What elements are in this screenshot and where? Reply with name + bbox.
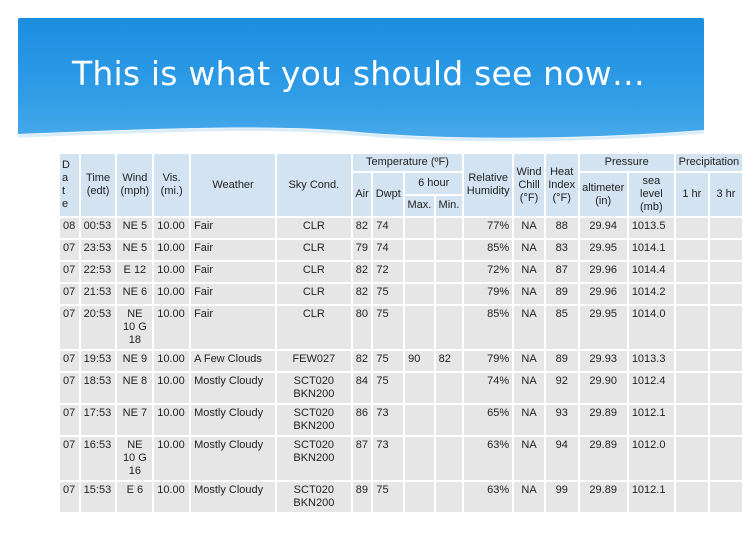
cell-weather: Fair xyxy=(191,284,275,304)
cell-time: 20:53 xyxy=(81,306,116,349)
cell-chill: NA xyxy=(514,262,544,282)
cell-max xyxy=(405,240,434,260)
cell-sky xyxy=(277,373,351,403)
cell-p3 xyxy=(710,218,742,238)
cell-max xyxy=(405,482,434,512)
cell-sky-line: CLR xyxy=(302,220,325,232)
cell-heat: 92 xyxy=(546,373,578,403)
cell-max xyxy=(405,284,434,304)
cell-p3 xyxy=(710,284,742,304)
wind-chill-header-line: Chill xyxy=(518,178,540,191)
cell-wind-line: E 6 xyxy=(126,484,144,496)
cell-sky xyxy=(277,218,351,238)
cell-wind-line: NE 5 xyxy=(122,220,148,232)
wind-chill-header-line: Wind xyxy=(516,165,542,178)
cell-weather: Fair xyxy=(191,240,275,260)
cell-wind xyxy=(117,437,152,480)
table-row xyxy=(60,240,742,260)
cell-alt: 29.93 xyxy=(580,351,627,371)
col-dewpoint: Dwpt xyxy=(373,173,403,216)
col-altimeter xyxy=(580,173,627,216)
cell-dwpt: 75 xyxy=(373,373,403,403)
cell-chill: NA xyxy=(514,218,544,238)
date-letter: t xyxy=(62,185,66,197)
cell-alt: 29.90 xyxy=(580,373,627,403)
col-group-six-hour: 6 hour xyxy=(405,173,462,194)
cell-sea: 1013.3 xyxy=(629,351,674,371)
cell-wind-line: NE xyxy=(127,308,143,320)
col-wind xyxy=(117,154,152,216)
cell-time: 22:53 xyxy=(81,262,116,282)
table-row xyxy=(60,351,742,371)
cell-heat: 85 xyxy=(546,306,578,349)
cell-p3 xyxy=(710,373,742,403)
cell-chill: NA xyxy=(514,306,544,349)
cell-vis: 10.00 xyxy=(154,373,189,403)
cell-sky xyxy=(277,405,351,435)
wind-chill-header-line: (°F) xyxy=(519,191,539,204)
cell-wind xyxy=(117,373,152,403)
sea-level-header-line: level xyxy=(640,188,663,200)
cell-chill: NA xyxy=(514,240,544,260)
vis-header-line: (mi.) xyxy=(160,185,183,197)
cell-sea: 1014.2 xyxy=(629,284,674,304)
cell-wind xyxy=(117,306,152,349)
cell-alt: 29.89 xyxy=(580,437,627,480)
table-row xyxy=(60,218,742,238)
cell-p3 xyxy=(710,405,742,435)
weather-observation-table xyxy=(58,152,740,522)
cell-p1 xyxy=(676,306,708,349)
cell-min xyxy=(436,373,463,403)
cell-max xyxy=(405,218,434,238)
cell-min xyxy=(436,405,463,435)
cell-sea: 1014.1 xyxy=(629,240,674,260)
cell-sky xyxy=(277,284,351,304)
cell-sea: 1014.0 xyxy=(629,306,674,349)
cell-sea: 1012.4 xyxy=(629,373,674,403)
table-row xyxy=(60,482,742,512)
cell-min xyxy=(436,306,463,349)
cell-weather: Fair xyxy=(191,262,275,282)
cell-alt: 29.96 xyxy=(580,262,627,282)
cell-p3 xyxy=(710,351,742,371)
cell-sky-line: CLR xyxy=(302,308,325,320)
cell-time: 16:53 xyxy=(81,437,116,480)
col-time xyxy=(81,154,116,216)
cell-time: 21:53 xyxy=(81,284,116,304)
col-group-temperature: Temperature (ºF) xyxy=(353,154,463,171)
heat-index-header-line: (°F) xyxy=(552,191,571,204)
cell-heat: 89 xyxy=(546,284,578,304)
col-six-hour-max: Max. xyxy=(405,196,434,217)
col-wind-chill xyxy=(514,154,544,216)
cell-dwpt: 74 xyxy=(373,240,403,260)
col-relative-humidity xyxy=(464,154,512,216)
col-sky-condition: Sky Cond. xyxy=(277,154,351,216)
cell-chill: NA xyxy=(514,351,544,371)
cell-date: 07 xyxy=(60,405,79,435)
wind-header-line: Wind xyxy=(122,172,148,184)
cell-chill: NA xyxy=(514,373,544,403)
humidity-header-line: Humidity xyxy=(466,185,510,197)
cell-sea: 1012.1 xyxy=(629,405,674,435)
cell-air: 89 xyxy=(353,482,372,512)
cell-sea: 1014.4 xyxy=(629,262,674,282)
date-letter: D xyxy=(62,159,70,171)
heat-index-header-line: Heat xyxy=(550,165,574,178)
cell-sky xyxy=(277,306,351,349)
cell-wind xyxy=(117,351,152,371)
cell-sea: 1013.5 xyxy=(629,218,674,238)
cell-sky xyxy=(277,351,351,371)
cell-air: 80 xyxy=(353,306,372,349)
cell-wind-line: 10 G xyxy=(122,321,147,333)
wind-header-line: (mph) xyxy=(120,185,150,197)
observation-rows xyxy=(60,218,742,512)
cell-hum: 72% xyxy=(464,262,512,282)
cell-p1 xyxy=(676,482,708,512)
cell-dwpt: 75 xyxy=(373,284,403,304)
cell-weather: Mostly Cloudy xyxy=(191,437,275,480)
cell-heat: 88 xyxy=(546,218,578,238)
cell-p3 xyxy=(710,437,742,480)
cell-vis: 10.00 xyxy=(154,351,189,371)
cell-dwpt: 72 xyxy=(373,262,403,282)
cell-date: 07 xyxy=(60,306,79,349)
cell-sky xyxy=(277,437,351,480)
cell-sky-line: BKN200 xyxy=(293,452,335,464)
cell-p1 xyxy=(676,437,708,480)
cell-heat: 89 xyxy=(546,351,578,371)
cell-sky xyxy=(277,482,351,512)
cell-sky-line: SCT020 xyxy=(293,439,335,451)
cell-wind-line: NE 6 xyxy=(122,286,148,298)
cell-dwpt: 75 xyxy=(373,482,403,512)
cell-wind-line: NE 8 xyxy=(122,375,148,387)
cell-hum: 74% xyxy=(464,373,512,403)
cell-vis: 10.00 xyxy=(154,405,189,435)
cell-sky-line: CLR xyxy=(302,242,325,254)
cell-wind xyxy=(117,482,152,512)
cell-min xyxy=(436,218,463,238)
cell-time: 19:53 xyxy=(81,351,116,371)
cell-date: 07 xyxy=(60,351,79,371)
cell-p3 xyxy=(710,240,742,260)
cell-vis: 10.00 xyxy=(154,240,189,260)
cell-sky-line: SCT020 xyxy=(293,407,335,419)
cell-wind xyxy=(117,405,152,435)
cell-max: 90 xyxy=(405,351,434,371)
cell-air: 82 xyxy=(353,262,372,282)
table-row xyxy=(60,262,742,282)
cell-vis: 10.00 xyxy=(154,218,189,238)
slide-title: This is what you should see now… xyxy=(72,54,646,93)
cell-vis: 10.00 xyxy=(154,306,189,349)
cell-air: 87 xyxy=(353,437,372,480)
cell-chill: NA xyxy=(514,405,544,435)
cell-time: 17:53 xyxy=(81,405,116,435)
col-weather: Weather xyxy=(191,154,275,216)
table-row xyxy=(60,405,742,435)
cell-sea: 1012.0 xyxy=(629,437,674,480)
cell-weather: Mostly Cloudy xyxy=(191,373,275,403)
cell-p1 xyxy=(676,240,708,260)
cell-sky-line: BKN200 xyxy=(293,388,335,400)
sea-level-header-line: sea xyxy=(642,175,661,187)
cell-weather: A Few Clouds xyxy=(191,351,275,371)
cell-wind-line: NE xyxy=(127,439,143,451)
cell-sky-line: SCT020 xyxy=(293,484,335,496)
cell-wind-line: NE 9 xyxy=(122,353,148,365)
cell-alt: 29.89 xyxy=(580,405,627,435)
cell-p1 xyxy=(676,351,708,371)
cell-heat: 87 xyxy=(546,262,578,282)
time-header-line: (edt) xyxy=(86,185,110,197)
col-six-hour-min: Min. xyxy=(436,196,463,217)
sea-level-header-line: (mb) xyxy=(640,201,663,213)
table-row xyxy=(60,373,742,403)
cell-air: 82 xyxy=(353,218,372,238)
col-precip-1hr: 1 hr xyxy=(676,173,708,216)
cell-alt: 29.94 xyxy=(580,218,627,238)
cell-alt: 29.95 xyxy=(580,306,627,349)
cell-weather: Fair xyxy=(191,218,275,238)
col-date xyxy=(60,154,79,216)
cell-sky-line: CLR xyxy=(302,264,325,276)
cell-vis: 10.00 xyxy=(154,482,189,512)
cell-air: 79 xyxy=(353,240,372,260)
cell-p3 xyxy=(710,306,742,349)
cell-chill: NA xyxy=(514,437,544,480)
cell-date: 08 xyxy=(60,218,79,238)
cell-p1 xyxy=(676,218,708,238)
cell-p3 xyxy=(710,482,742,512)
cell-max xyxy=(405,405,434,435)
cell-air: 82 xyxy=(353,351,372,371)
cell-time: 15:53 xyxy=(81,482,116,512)
cell-heat: 93 xyxy=(546,405,578,435)
time-header-line: Time xyxy=(86,172,111,184)
cell-wind-line: 10 G xyxy=(122,452,147,464)
cell-time: 23:53 xyxy=(81,240,116,260)
table-row xyxy=(60,306,742,349)
col-heat-index xyxy=(546,154,578,216)
col-visibility xyxy=(154,154,189,216)
cell-chill: NA xyxy=(514,482,544,512)
cell-wind xyxy=(117,284,152,304)
observation-table xyxy=(58,152,744,514)
cell-dwpt: 73 xyxy=(373,405,403,435)
cell-hum: 65% xyxy=(464,405,512,435)
cell-date: 07 xyxy=(60,240,79,260)
cell-date: 07 xyxy=(60,284,79,304)
col-air-temp: Air xyxy=(353,173,372,216)
cell-min xyxy=(436,482,463,512)
cell-wind xyxy=(117,240,152,260)
cell-dwpt: 75 xyxy=(373,351,403,371)
cell-date: 07 xyxy=(60,373,79,403)
humidity-header-line: Relative xyxy=(468,172,509,184)
col-sea-level-pressure xyxy=(629,173,674,216)
cell-sky-line: BKN200 xyxy=(293,420,335,432)
cell-alt: 29.95 xyxy=(580,240,627,260)
cell-heat: 83 xyxy=(546,240,578,260)
cell-heat: 94 xyxy=(546,437,578,480)
cell-p1 xyxy=(676,373,708,403)
col-group-precipitation: Precipitation xyxy=(676,154,742,171)
cell-sky-line: CLR xyxy=(302,286,325,298)
cell-date: 07 xyxy=(60,262,79,282)
cell-vis: 10.00 xyxy=(154,284,189,304)
cell-date: 07 xyxy=(60,437,79,480)
cell-wind xyxy=(117,262,152,282)
cell-air: 82 xyxy=(353,284,372,304)
cell-sky-line: FEW027 xyxy=(292,353,336,365)
cell-date: 07 xyxy=(60,482,79,512)
cell-heat: 99 xyxy=(546,482,578,512)
cell-dwpt: 73 xyxy=(373,437,403,480)
cell-min xyxy=(436,240,463,260)
cell-min xyxy=(436,262,463,282)
cell-dwpt: 75 xyxy=(373,306,403,349)
col-group-pressure: Pressure xyxy=(580,154,674,171)
cell-sea: 1012.1 xyxy=(629,482,674,512)
date-letter: e xyxy=(62,198,69,210)
cell-hum: 79% xyxy=(464,284,512,304)
cell-hum: 63% xyxy=(464,437,512,480)
altimeter-header-line: altimeter xyxy=(582,181,625,194)
cell-wind xyxy=(117,218,152,238)
cell-time: 00:53 xyxy=(81,218,116,238)
cell-sky-line: SCT020 xyxy=(293,375,335,387)
cell-air: 84 xyxy=(353,373,372,403)
cell-chill: NA xyxy=(514,284,544,304)
cell-hum: 85% xyxy=(464,240,512,260)
cell-dwpt: 74 xyxy=(373,218,403,238)
cell-wind-line: 16 xyxy=(128,465,141,477)
cell-min: 82 xyxy=(436,351,463,371)
table-row xyxy=(60,437,742,480)
cell-vis: 10.00 xyxy=(154,437,189,480)
cell-weather: Mostly Cloudy xyxy=(191,482,275,512)
col-precip-3hr: 3 hr xyxy=(710,173,742,216)
cell-alt: 29.89 xyxy=(580,482,627,512)
cell-weather: Mostly Cloudy xyxy=(191,405,275,435)
cell-wind-line: 18 xyxy=(128,334,141,346)
cell-min xyxy=(436,437,463,480)
heat-index-header-line: Index xyxy=(548,178,576,191)
cell-sky xyxy=(277,240,351,260)
vis-header-line: Vis. xyxy=(162,172,181,184)
cell-time: 18:53 xyxy=(81,373,116,403)
cell-wind-line: E 12 xyxy=(123,264,147,276)
cell-max xyxy=(405,437,434,480)
cell-wind-line: NE 7 xyxy=(122,407,148,419)
cell-sky xyxy=(277,262,351,282)
cell-vis: 10.00 xyxy=(154,262,189,282)
cell-max xyxy=(405,306,434,349)
cell-sky-line: BKN200 xyxy=(293,497,335,509)
cell-p3 xyxy=(710,262,742,282)
table-row xyxy=(60,284,742,304)
cell-max xyxy=(405,262,434,282)
cell-weather: Fair xyxy=(191,306,275,349)
date-letter: a xyxy=(62,172,69,184)
cell-hum: 85% xyxy=(464,306,512,349)
cell-min xyxy=(436,284,463,304)
cell-hum: 63% xyxy=(464,482,512,512)
altimeter-header-line: (in) xyxy=(595,194,612,207)
cell-hum: 79% xyxy=(464,351,512,371)
cell-p1 xyxy=(676,405,708,435)
cell-p1 xyxy=(676,284,708,304)
cell-max xyxy=(405,373,434,403)
cell-wind-line: NE 5 xyxy=(122,242,148,254)
cell-hum: 77% xyxy=(464,218,512,238)
cell-alt: 29.96 xyxy=(580,284,627,304)
cell-p1 xyxy=(676,262,708,282)
cell-air: 86 xyxy=(353,405,372,435)
